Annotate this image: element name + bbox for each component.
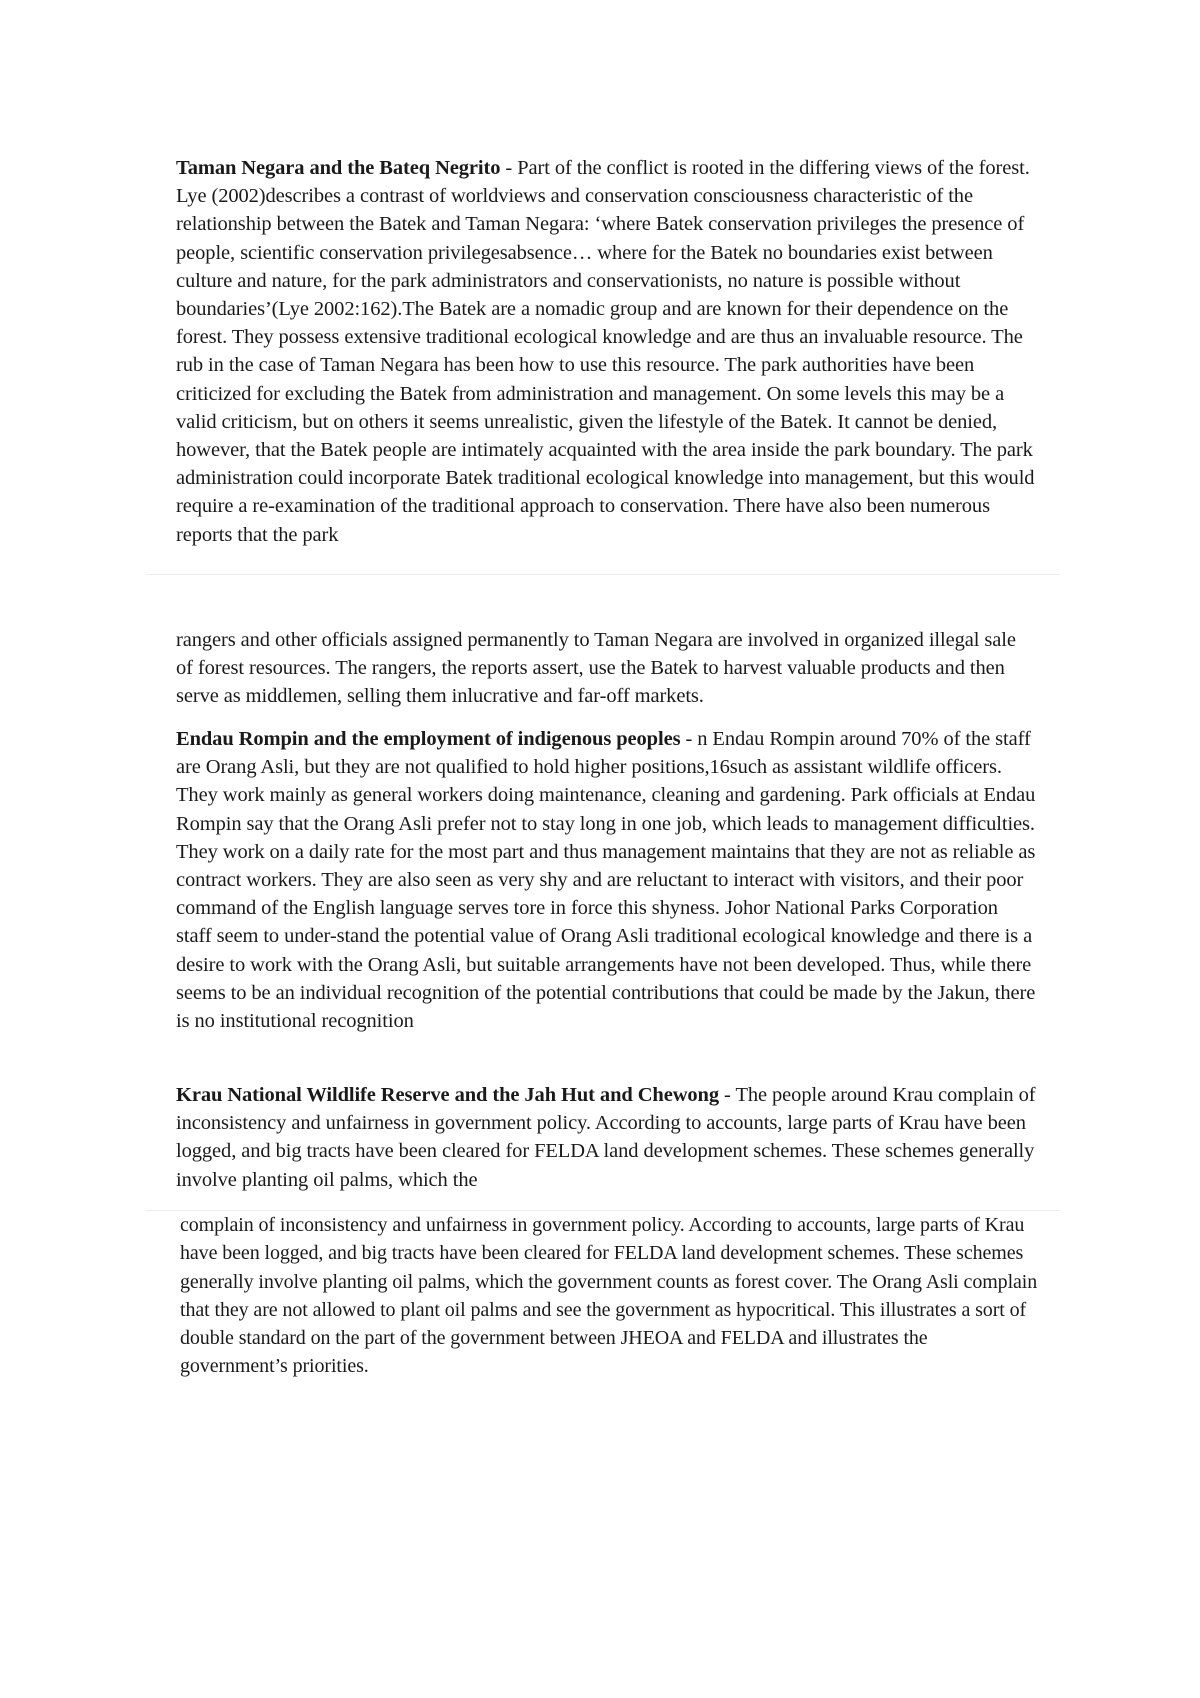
- paragraph-taman-negara: [176, 154, 1036, 549]
- page-break-divider: [146, 574, 1060, 575]
- section-heading-taman-negara: Taman Negara and the Bateq Negrito: [176, 157, 501, 179]
- paragraph-krau: [176, 1081, 1036, 1194]
- section-taman-negara: [176, 154, 1036, 549]
- paragraph-body: n Endau Rompin around 70% of the staff are Orang Asli, but they are not qualified to hold higher positions,16such as assistant wildlife officers. They work mainly as general workers doing maintenance, cleaning and gardening. Park officials at Endau Rompin say that the Orang Asli prefer not to stay long in one job, which leads to management difficulties. They work on a daily rate for the most part and thus management maintains that they are not as reliable as contract workers. They are also seen as very shy and are reluctant to interact with visitors, and their poor command of the English language serves tore in force this shyness. Johor National Parks Corporation staff seem to under-stand the potential value of Orang Asli traditional ecological knowledge and there is a desire to work with the Orang Asli, but suitable arrangements have not been developed. Thus, while there seems to be an individual recognition of the potential contributions that could be made by the Jakun, there is no institutional recognition: [176, 728, 1036, 1033]
- paragraph-body: Part of the conflict is rooted in the differing views of the forest. Lye (2002)describes a contrast of worldviews and conservation consciousness characteristic of the relationship between the Batek and Taman Negara: ‘where Batek conservation privileges the presence of people, scientific conservation privilegesabsence… where for the Batek no boundaries exist between culture and nature, for the park administrators and conservationists, no nature is possible without boundaries’(Lye 2002:162).The Batek are a nomadic group and are known for their dependence on the forest. They possess extensive traditional ecological knowledge and are thus an invaluable resource. The rub in the case of Taman Negara has been how to use this resource. The park authorities have been criticized for excluding the Batek from administration and management. On some levels this may be a valid criticism, but on others it seems unrealistic, given the lifestyle of the Batek. It cannot be denied, however, that the Batek people are intimately acquainted with the area inside the park boundary. The park administration could incorporate Batek traditional ecological knowledge into management, but this would require a re-examination of the traditional approach to conservation. There have also been numerous reports that the park: [176, 157, 1035, 546]
- heading-separator: -: [719, 1084, 736, 1106]
- section-endau-rompin: [176, 725, 1036, 1035]
- heading-separator: -: [680, 728, 698, 750]
- heading-separator: -: [500, 157, 518, 179]
- section-heading-endau-rompin: Endau Rompin and the employment of indigenous peoples: [176, 728, 681, 750]
- paragraph-endau-rompin: [176, 725, 1036, 1035]
- paragraph-krau-continued: complain of inconsistency and unfairness in government policy. According to accounts, large parts of Krau have been logged, and big tracts have been cleared for FELDA land development schemes. These schemes generally involve planting oil palms, which the government counts as forest cover. The Orang Asli complain that they are not allowed to plant oil palms and see the government as hypocritical. This illustrates a sort of double standard on the part of the government between JHEOA and FELDA and illustrates the government’s priorities.: [180, 1214, 1038, 1378]
- section-rangers-continued: [176, 626, 1036, 711]
- section-krau: [176, 1081, 1036, 1194]
- paragraph-body: The people around Krau complain of inconsistency and unfairness in government policy. According to accounts, large parts of Krau have been logged, and big tracts have been cleared for FELDA land development schemes. These schemes generally involve planting oil palms, which the: [176, 1084, 1036, 1191]
- section-krau-continued: [180, 1211, 1040, 1381]
- section-heading-krau: Krau National Wildlife Reserve and the Jah Hut and Chewong: [176, 1084, 720, 1106]
- paragraph-rangers: rangers and other officials assigned permanently to Taman Negara are involved in organized illegal sale of forest resources. The rangers, the reports assert, use the Batek to harvest valuable products and then serve as middlemen, selling them inlucrative and far-off markets.: [176, 629, 1016, 708]
